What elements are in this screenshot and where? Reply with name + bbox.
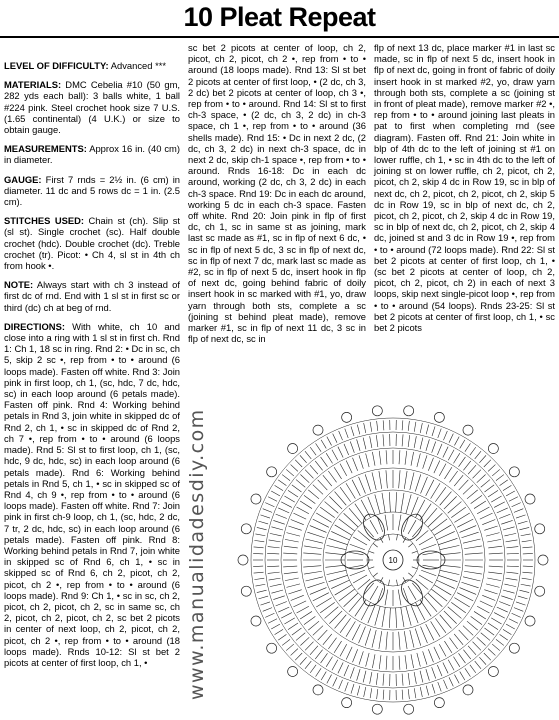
title-bar [0,0,559,38]
note-paragraph: NOTE: Always start with ch 3 instead of first dc of rnd. End with 1 sl st in first sc or third (dc) ch at beg of rnd. [4,279,180,313]
gauge-paragraph: GAUGE: First 7 rnds = 2½ in. (6 cm) in diameter. 11 dc and 5 rows dc = 1 in. (2.5 cm). [4,173,180,208]
directions-continued-paragraph: sc bet 2 picots at center of loop, ch 2, picot, ch 2, picot, ch 2 •, rep from • to • around (18 loops made). Rnd 13: Sl st bet 2 picots at center of first loop, • (2 dc, ch 3, 2 dc) bet 2 picots at center of loop, ch 3 •, rep from • to • around. Rnd 14: Sl st to first ch-3 space, • (2 dc, ch 3, 2 dc) in ch-3 space, ch 1 •, rep from • to • around (36 shells made). Rnd 15: • Dc in next 2 dc, (2 dc, ch 3, 2 dc) in next ch-3 space, dc in next 2 dc, skip ch-1 space •, rep from • to • around. Rnds 16-18: Dc in each dc around, working (2 dc, ch 3, 2 dc) in each ch-3 space. Rnd 19: Dc in each dc around, working 5 dc in each ch-3 space. Fasten off white. Rnd 20: Join pink in flp of first dc, ch 1, sc in same st as joining, mark last sc made as #1, sc in flp of next 6 dc, • sc in flp of next 5 dc, 3 sc in flp of next dc, sc in flp of next 7 dc, mark last sc made as #2, sc in flp of next 5 dc, insert hook in flp of next dc, going behind fabric of doily insert hook in sc marked with #1, yo, draw yarn through both sts, complete a sc (joining st behind pleat made), remove marker #1, sc in flp of next 11 dc, 3 sc in flp of next dc, sc in [188,42,366,345]
column-2 [188,42,366,352]
difficulty-paragraph: LEVEL OF DIFFICULTY: Advanced *** [4,60,167,71]
watermark-text: www.manualidadesdiy.com [186,408,208,700]
measurements-paragraph: MEASUREMENTS: Approx 16 in. (40 cm) in diameter. [4,143,180,166]
column-3 [374,42,555,341]
stitches-paragraph: STITCHES USED: Chain st (ch). Slip st (sl st). Single crochet (sc). Half double crochet (hdc). Double crochet (dc). Treble crochet (tr). Picot: • Ch 4, sl st in 4th ch from hook •. [4,215,180,272]
column-1 [4,60,180,676]
page-title: 10 Pleat Repeat [183,2,376,32]
materials-paragraph: MATERIALS: DMC Cebelia #10 (50 gm, 282 yds each ball): 3 balls white, 1 ball #224 pink. Steel crochet hook size 7 U.S. (1.65 continental) (4 U.K.) or size to obtain gauge. [4,79,180,136]
directions-paragraph: DIRECTIONS: With white, ch 10 and close into a ring with 1 sl st in first ch. Rnd 1: Ch 1, 18 sc in ring. Rnd 2: • Dc in sc, ch 5, skip 2 sc •, rep from • to • around (6 loops made). Fasten off white. Rnd 3: Join pink in first loop, ch 1, (sc, hdc, 7 dc, hdc, sc) in each loop around (6 petals made). Fasten off pink. Rnd 4: Working behind petals in Rnd 3, join white in skipped dc of Rnd 2, ch 1, • sc in skipped dc of Rnd 2, ch 7 •, rep from • to • around (6 loops made). Rnd 5: Sl st to first loop, ch 1, (sc, hdc, 9 dc, hdc, sc) in each loop around (6 petals made). Rnd 6: Working behind petals in Rnd 5, ch 1, • sc in skipped sc of Rnd 4, ch 9 •, rep from • to • around (6 loops made). Fasten off white. Rnd 7: Join pink in first ch-9 loop, ch 1, (sc, hdc, 2 dc, 7 tr, 2 dc, hdc, sc) in each loop around (6 petals made). Fasten off pink. Rnd 8: Working behind petals in Rnd 7, join white in skipped sc of Rnd 6, ch 1, • sc in skipped sc of Rnd 6, ch 2, picot, ch 2, picot, ch 2 •, rep from • to • around (6 loops made). Rnd 9: Ch 1, • sc in sc, ch 2, picot, ch 2, picot, ch 2, sc in same sc, ch 2, picot, ch 2, picot, ch 2, sc bet 2 picots in center of next loop, ch 2, picot, ch 2, picot, ch 2 •, rep from • to • around (18 loops made). Rnds 10-12: Sl st bet 2 picots at center of first loop, ch 1, • [4,320,180,668]
directions-continued-paragraph-2: flp of next 13 dc, place marker #1 in last sc made, sc in flp of next 5 dc, insert hook in flp of next dc, going in front of fabric of doily insert hook in st marked #2, yo, draw yarn through both sts, complete a sc (joining st in front of pleat made), remove marker #2 •, rep from • to • around joining last pleats in pat to first when completing rnd (see diagram). Fasten off. Rnd 21: Join white in blp of 4th dc to the left of joining st #1 on lower ruffle, ch 1, • sc in 4th dc to the left of joining st on lower ruffle, ch 2, picot, ch 2, picot, ch 2, skip 4 dc in Row 19, sc in blp of next dc, ch 2, picot, ch 2, picot, ch 2, skip 5 dc in Row 19, sc in blp of next dc, ch 2, picot, ch 2, picot, ch 2, skip 4 dc in Row 19, sc in blp of next dc, ch 2, picot, ch 2, skip 4 dc, joined st and 3 dc in Row 19 •, rep from • to • around (72 loops made). Rnd 22: Sl st bet 2 picots at center of first loop, ch 1, • (sc bet 2 picots at center of loop, ch 2, picot, ch 2, picot, ch 2) in each of next 3 loops, skip next single-picot loop •, rep from • to • around (54 loops). Rnds 23-25: Sl st bet 2 picots at center of first loop, ch 1, • sc bet 2 picots [374,42,555,334]
diagram-center-label: 10 [388,556,398,565]
crochet-diagram [210,400,556,718]
